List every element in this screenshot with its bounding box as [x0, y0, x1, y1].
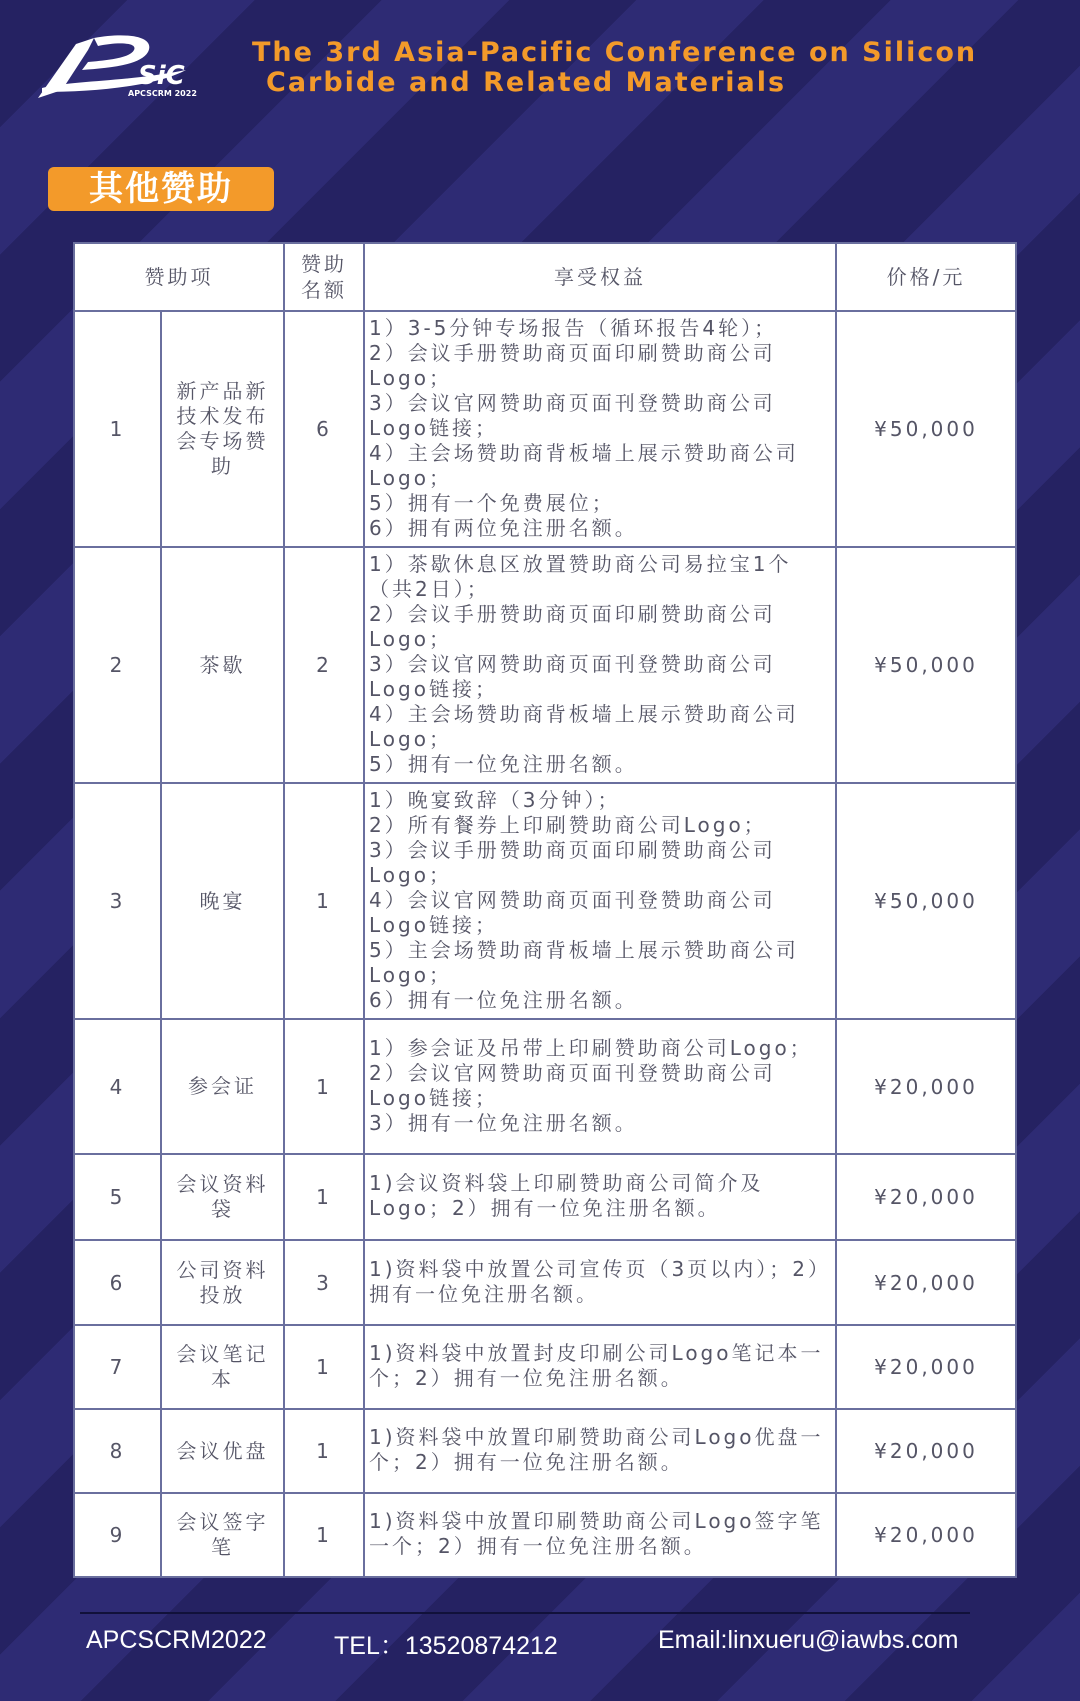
- footer-divider: [80, 1612, 970, 1614]
- row-price: ¥20,000: [836, 1325, 1016, 1409]
- table-row: [74, 1240, 1016, 1325]
- table-header-row: [74, 243, 1016, 311]
- row-quota: 1: [284, 1019, 364, 1154]
- row-benefits: 1）3-5分钟专场报告（循环报告4轮）； 2）会议手册赞助商页面印刷赞助商公司Logo； 3）会议官网赞助商页面刊登赞助商公司Logo链接； 4）主会场赞助商背板墙上展示赞助商公司Logo； 5）拥有一个免费展位； 6）拥有两位免注册名额。: [364, 311, 836, 547]
- row-number: 5: [74, 1154, 161, 1240]
- table-row: [74, 1325, 1016, 1409]
- row-benefits: 1)资料袋中放置印刷赞助商公司Logo优盘一个；2）拥有一位免注册名额。: [364, 1409, 836, 1493]
- row-benefits: 1)资料袋中放置封皮印刷公司Logo笔记本一个；2）拥有一位免注册名额。: [364, 1325, 836, 1409]
- row-benefits: 1)资料袋中放置公司宣传页（3页以内）；2）拥有一位免注册名额。: [364, 1240, 836, 1325]
- table-row: [74, 311, 1016, 547]
- row-quota: 3: [284, 1240, 364, 1325]
- footer-email: Email:linxueru@iawbs.com: [658, 1626, 959, 1654]
- apsic-logo: [36, 30, 216, 102]
- row-price: ¥20,000: [836, 1409, 1016, 1493]
- page-footer: [0, 1626, 1080, 1662]
- row-number: 6: [74, 1240, 161, 1325]
- row-number: 1: [74, 311, 161, 547]
- row-item-name: 参会证: [161, 1019, 284, 1154]
- table-row: [74, 1019, 1016, 1154]
- logo-subtext: APCSCRM 2022: [128, 89, 197, 98]
- header-item: 赞助项: [74, 243, 284, 311]
- logo-sic-text: SiC: [138, 61, 185, 91]
- row-quota: 1: [284, 1325, 364, 1409]
- row-number: 2: [74, 547, 161, 783]
- table-row: [74, 783, 1016, 1019]
- section-label: 其他赞助: [48, 167, 274, 211]
- row-benefits: 1）晚宴致辞（3分钟）； 2）所有餐券上印刷赞助商公司Logo； 3）会议手册赞助商页面印刷赞助商公司Logo； 4）会议官网赞助商页面刊登赞助商公司Logo链接； 5）主会场赞助商背板墙上展示赞助商公司Logo； 6）拥有一位免注册名额。: [364, 783, 836, 1019]
- row-quota: 2: [284, 547, 364, 783]
- table-row: [74, 1493, 1016, 1577]
- row-number: 8: [74, 1409, 161, 1493]
- table-row: [74, 1409, 1016, 1493]
- row-number: 3: [74, 783, 161, 1019]
- row-price: ¥20,000: [836, 1493, 1016, 1577]
- row-quota: 1: [284, 1154, 364, 1240]
- row-number: 9: [74, 1493, 161, 1577]
- row-quota: 1: [284, 1409, 364, 1493]
- row-benefits: 1)会议资料袋上印刷赞助商公司简介及Logo；2）拥有一位免注册名额。: [364, 1154, 836, 1240]
- row-number: 7: [74, 1325, 161, 1409]
- row-item-name: 会议笔记本: [161, 1325, 284, 1409]
- row-price: ¥50,000: [836, 547, 1016, 783]
- footer-org: APCSCRM2022: [86, 1626, 267, 1654]
- header-quota: 赞助名额: [284, 243, 364, 311]
- row-quota: 1: [284, 1493, 364, 1577]
- row-item-name: 公司资料投放: [161, 1240, 284, 1325]
- row-benefits: 1)资料袋中放置印刷赞助商公司Logo签字笔一个；2）拥有一位免注册名额。: [364, 1493, 836, 1577]
- row-quota: 6: [284, 311, 364, 547]
- row-item-name: 会议资料袋: [161, 1154, 284, 1240]
- row-price: ¥50,000: [836, 783, 1016, 1019]
- header-price: 价格/元: [836, 243, 1016, 311]
- row-benefits: 1）参会证及吊带上印刷赞助商公司Logo； 2）会议官网赞助商页面刊登赞助商公司Logo链接； 3）拥有一位免注册名额。: [364, 1019, 836, 1154]
- row-price: ¥20,000: [836, 1154, 1016, 1240]
- sponsorship-table-wrapper: [73, 242, 1015, 1578]
- row-price: ¥20,000: [836, 1019, 1016, 1154]
- header-benefits: 享受权益: [364, 243, 836, 311]
- footer-tel: TEL：13520874212: [334, 1632, 558, 1660]
- sponsorship-table: [73, 242, 1017, 1578]
- row-quota: 1: [284, 783, 364, 1019]
- row-item-name: 晚宴: [161, 783, 284, 1019]
- row-number: 4: [74, 1019, 161, 1154]
- row-item-name: 会议签字笔: [161, 1493, 284, 1577]
- row-item-name: 会议优盘: [161, 1409, 284, 1493]
- row-item-name: 新产品新技术发布会专场赞助: [161, 311, 284, 547]
- table-row: [74, 547, 1016, 783]
- table-row: [74, 1154, 1016, 1240]
- conference-title: [252, 38, 1052, 98]
- row-benefits: 1）茶歇休息区放置赞助商公司易拉宝1个（共2日）； 2）会议手册赞助商页面印刷赞助商公司Logo； 3）会议官网赞助商页面刊登赞助商公司Logo链接； 4）主会场赞助商背板墙上展示赞助商公司Logo； 5）拥有一位免注册名额。: [364, 547, 836, 783]
- page-header: [0, 0, 1080, 120]
- conference-title-line2: Carbide and Related Materials: [266, 67, 787, 98]
- row-item-name: 茶歇: [161, 547, 284, 783]
- row-price: ¥50,000: [836, 311, 1016, 547]
- row-price: ¥20,000: [836, 1240, 1016, 1325]
- conference-title-line1: The 3rd Asia-Pacific Conference on Silicon: [252, 37, 978, 68]
